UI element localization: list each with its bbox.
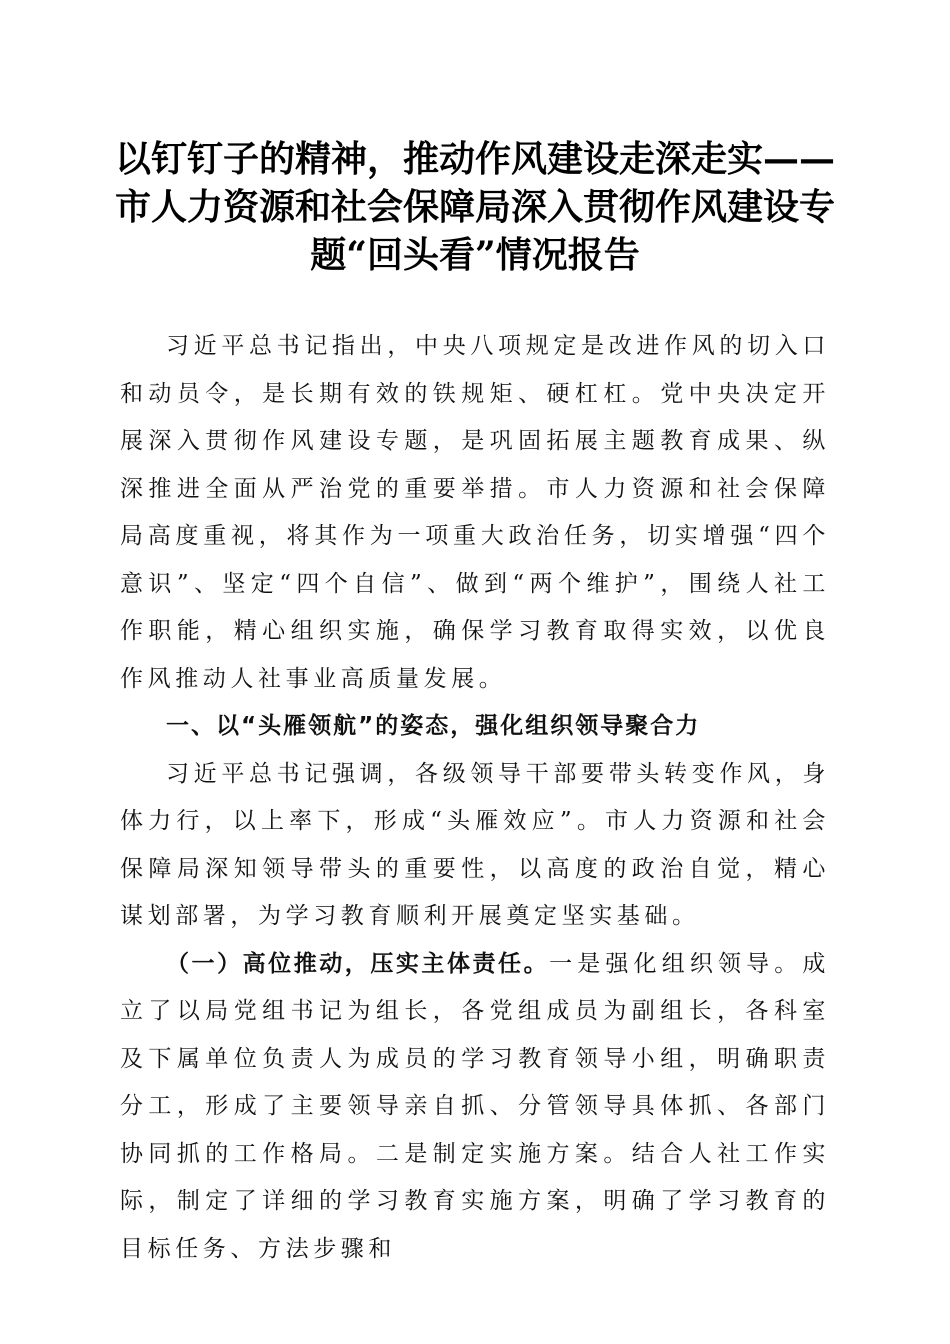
document-body (120, 323, 830, 1273)
paragraph-section-1-intro: 习近平总书记强调，各级领导干部要带头转变作风，身体力行，以上率下，形成“头雁效应”。市人力资源和社会保障局深知领导带头的重要性，以高度的政治自觉，精心谋划部署，为学习教育顺利开展奠定坚实基础。 (120, 760, 830, 929)
title-line-2: 市人力资源和社会保障局深入贯彻作风建设专 (114, 186, 835, 228)
document-title (110, 135, 840, 279)
paragraph-subsection-1 (120, 941, 830, 1274)
paragraph-intro: 习近平总书记指出，中央八项规定是改进作风的切入口和动员令，是长期有效的铁规矩、硬杠杠。党中央决定开展深入贯彻作风建设专题，是巩固拓展主题教育成果、纵深推进全面从严治党的重要举措。市人力资源和社会保障局高度重视，将其作为一项重大政治任务，切实增强“四个意识”、坚定“四个自信”、做到“两个维护”，围绕人社工作职能，精心组织实施，确保学习教育取得实效，以优良作风推动人社事业高质量发展。 (120, 333, 830, 692)
section-heading-1: 一、以“头雁领航”的姿态，强化组织领导聚合力 (166, 713, 701, 739)
title-line-1: 以钉钉子的精神，推动作风建设走深走实—— (114, 138, 835, 180)
subsection-lead: （一）高位推动，压实主体责任。 (166, 950, 550, 977)
title-line-3: 题“回头看”情况报告 (310, 234, 640, 276)
subsection-body: 一是强化组织领导。成立了以局党组书记为组长，各党组成员为副组长，各科室及下属单位负责人为成员的学习教育领导小组，明确职责分工，形成了主要领导亲自抓、分管领导具体抓、各部门协同抓的工作格局。二是制定实施方案。结合人社工作实际，制定了详细的学习教育实施方案，明确了学习教育的目标任务、方法步骤和 (120, 950, 831, 1262)
